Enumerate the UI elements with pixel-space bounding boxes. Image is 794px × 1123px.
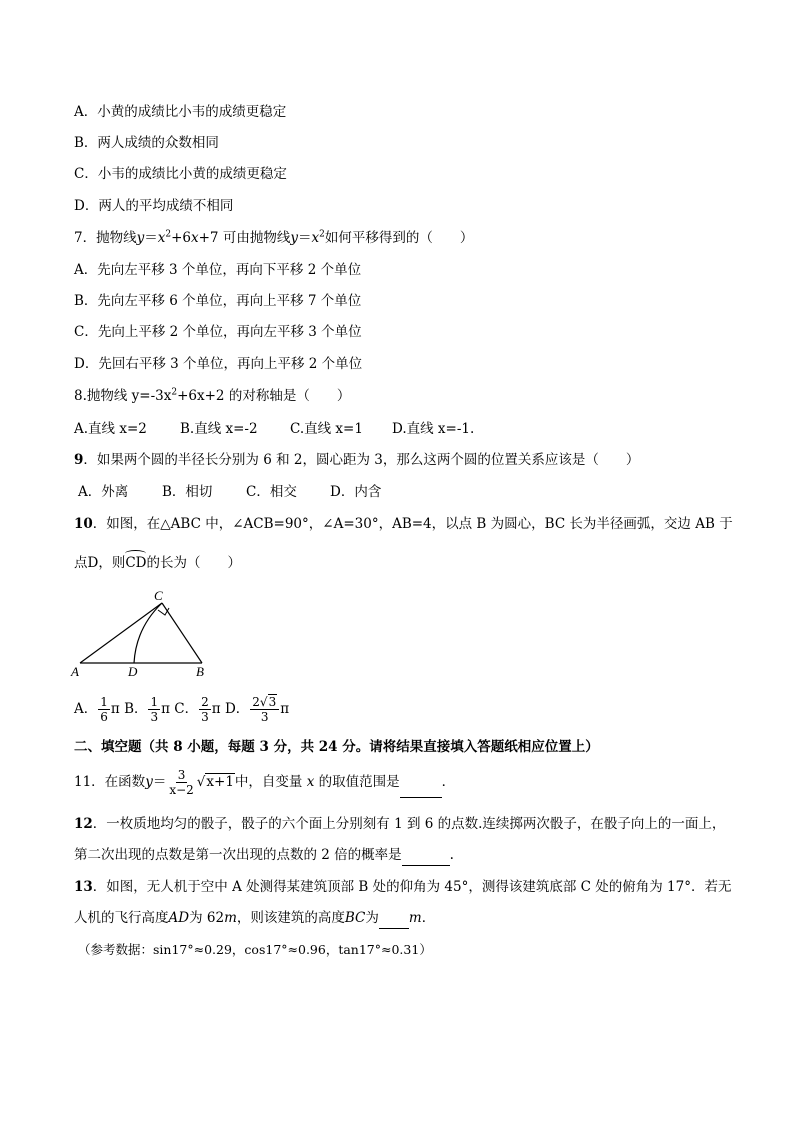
q6-option-b: B．两人成绩的众数相同 [74,135,219,151]
q12-stem-line2: 第二次出现的点数是第一次出现的点数的 2 倍的概率是 . [74,845,454,866]
section-2-header: 二、填空题（共 8 小题，每题 3 分，共 24 分。请将结果直接填入答题纸相应位置上） [74,739,599,755]
q9-stem [74,450,639,470]
q9-text: ．如果两个圆的半径长分别为 6 和 2，圆心距为 3，那么这两个圆的位置关系应该是（ ） [83,452,640,468]
q6-option-c: C．小韦的成绩比小黄的成绩更稳定 [74,166,287,182]
q12-stem-line1 [74,814,725,834]
q8-stem-pre: 8.抛物线 y=-3x [74,388,172,404]
q13-text-2-mid3: 为 [365,910,379,926]
label-d: D [128,664,138,679]
q10-stem-line2 [74,553,241,573]
q12-answer-blank[interactable] [402,845,450,866]
q11-stem: 11．在函数y＝ $\frac{3}{x-2}$ √x+1中，自变量 x 的取值范围是 ． [74,768,456,797]
q10-option-a-fraction: $\frac{1}{6}$ [100,695,108,724]
q9-option-a: A．外离 [78,484,129,500]
q10-option-d-fraction: $\frac{2√3}{3}$ [250,695,279,724]
q11-text-pre: 11．在函数 [74,774,146,790]
q9-number: 9 [74,452,84,468]
q10-option-d-label: D． [224,701,250,717]
q7-option-b: B．先向左平移 6 个单位，再向上平移 7 个单位 [74,293,362,309]
q10-stem-line1 [74,514,733,534]
q8-option-b: B.直线 x=-2 [180,421,258,437]
q13-stem-line1 [74,877,731,897]
q10-number: 10 [74,516,93,532]
q8-option-d: D.直线 x=-1. [392,421,475,437]
q13-stem-line2: 人机的飞行高度AD为 62m，则该建筑的高度BC为 m． [74,908,435,929]
q11-fraction: $\frac{3}{x-2}$ [169,768,194,797]
q8-option-a: A.直线 x=2 [74,421,147,437]
arc-cd [134,603,162,663]
q6-option-a: A．小黄的成绩比小韦的成绩更稳定 [74,104,287,120]
q9-option-b: B．相切 [162,484,213,500]
segment-ac [80,603,162,663]
q12-number: 12 [74,816,93,832]
q10-option-c-fraction: $\frac{2}{3}$ [201,695,209,724]
q13-text-2-mid2: ，则该建筑的高度 [236,910,345,926]
q9-option-c: C．相交 [246,484,297,500]
q8-options [74,419,482,439]
q10-option-b-fraction: $\frac{1}{3}$ [150,695,159,724]
q13-reference-data: （参考数据：sin17°≈0.29，cos17°≈0.96，tan17°≈0.31） [78,942,432,957]
q10-text-1: ．如图，在△ABC 中，∠ACB=90°，∠A=30°，AB=4，以点 B 为圆心，BC 长为半径画弧，交边 AB 于 [92,516,733,532]
q10-option-a-label: A． [74,701,98,717]
q6-option-d: D．两人的平均成绩不相同 [74,198,234,214]
segment-bc [162,603,202,663]
q8-stem: 8.抛物线 $y=-3x^2+6x+2$ 的对称轴是（ ） [74,387,351,404]
q10-text-2-post: 的长为（ ） [146,555,241,571]
q8-option-c: C.直线 x=1 [290,421,363,437]
label-a: A [71,664,79,679]
q7-option-d: D．先回右平移 3 个单位，再向上平移 2 个单位 [74,356,363,372]
q10-arc-cd: CD [125,555,147,571]
q7-option-a: A．先向左平移 3 个单位，再向下平移 2 个单位 [74,262,362,278]
q7-stem: 7．抛物线$y=x^2+6x+7$ 可由抛物线$y=x^2$如何平移得到的（ ） [74,229,474,246]
label-b: B [196,664,204,679]
q13-text-2-mid: 为 62 [189,910,225,926]
q10-options: A． $\frac{1}{6}$ π B． $\frac{1}{3}$ π C． $\frac{2}{3}$ π D． $\frac{2√3}{3}$ π [74,695,290,724]
right-angle-mark [158,608,169,615]
q10-text-2-pre: 点D，则 [74,555,126,571]
q11-text-post2: 的取值范围是 [318,774,400,790]
q7-stem-pre: 7．抛物线 [74,230,137,246]
q11-radical: x+1 [206,774,234,790]
q13-text-2-pre: 人机的飞行高度 [74,910,169,926]
q10-option-c-label: C． [174,701,199,717]
q8-stem-post: +6x+2 的对称轴是（ ） [177,388,351,404]
q7-formula-2: y [290,230,298,246]
q9-options [78,482,401,502]
q12-text-2: 第二次出现的点数是第一次出现的点数的 2 倍的概率是 [74,847,402,863]
q7-formula-1: y [136,230,145,246]
q10-option-b-label: B． [124,701,148,717]
q13-text-1: ．如图，无人机于空中 A 处测得某建筑顶部 B 处的仰角为 45°，测得该建筑底部 C 处的俯角为 17°．若无 [92,879,732,895]
q11-answer-blank[interactable] [400,767,442,798]
label-c: C [154,590,163,603]
q7-option-c: C．先向上平移 2 个单位，再向左平移 3 个单位 [74,324,362,340]
q13-answer-blank[interactable] [379,908,409,929]
q11-text-post: 中，自变量 [234,774,303,790]
q13-number: 13 [74,879,93,895]
q7-stem-mid: 可由抛物线 [222,230,291,246]
q9-option-d: D．内含 [330,484,382,500]
q12-text-1: ．一枚质地均匀的骰子，骰子的六个面上分别刻有 1 到 6 的点数.连续掷两次骰子，在骰子向上的一面上， [92,816,726,832]
q7-stem-post: 如何平移得到的（ ） [324,230,474,246]
q10-triangle-figure [68,590,218,682]
